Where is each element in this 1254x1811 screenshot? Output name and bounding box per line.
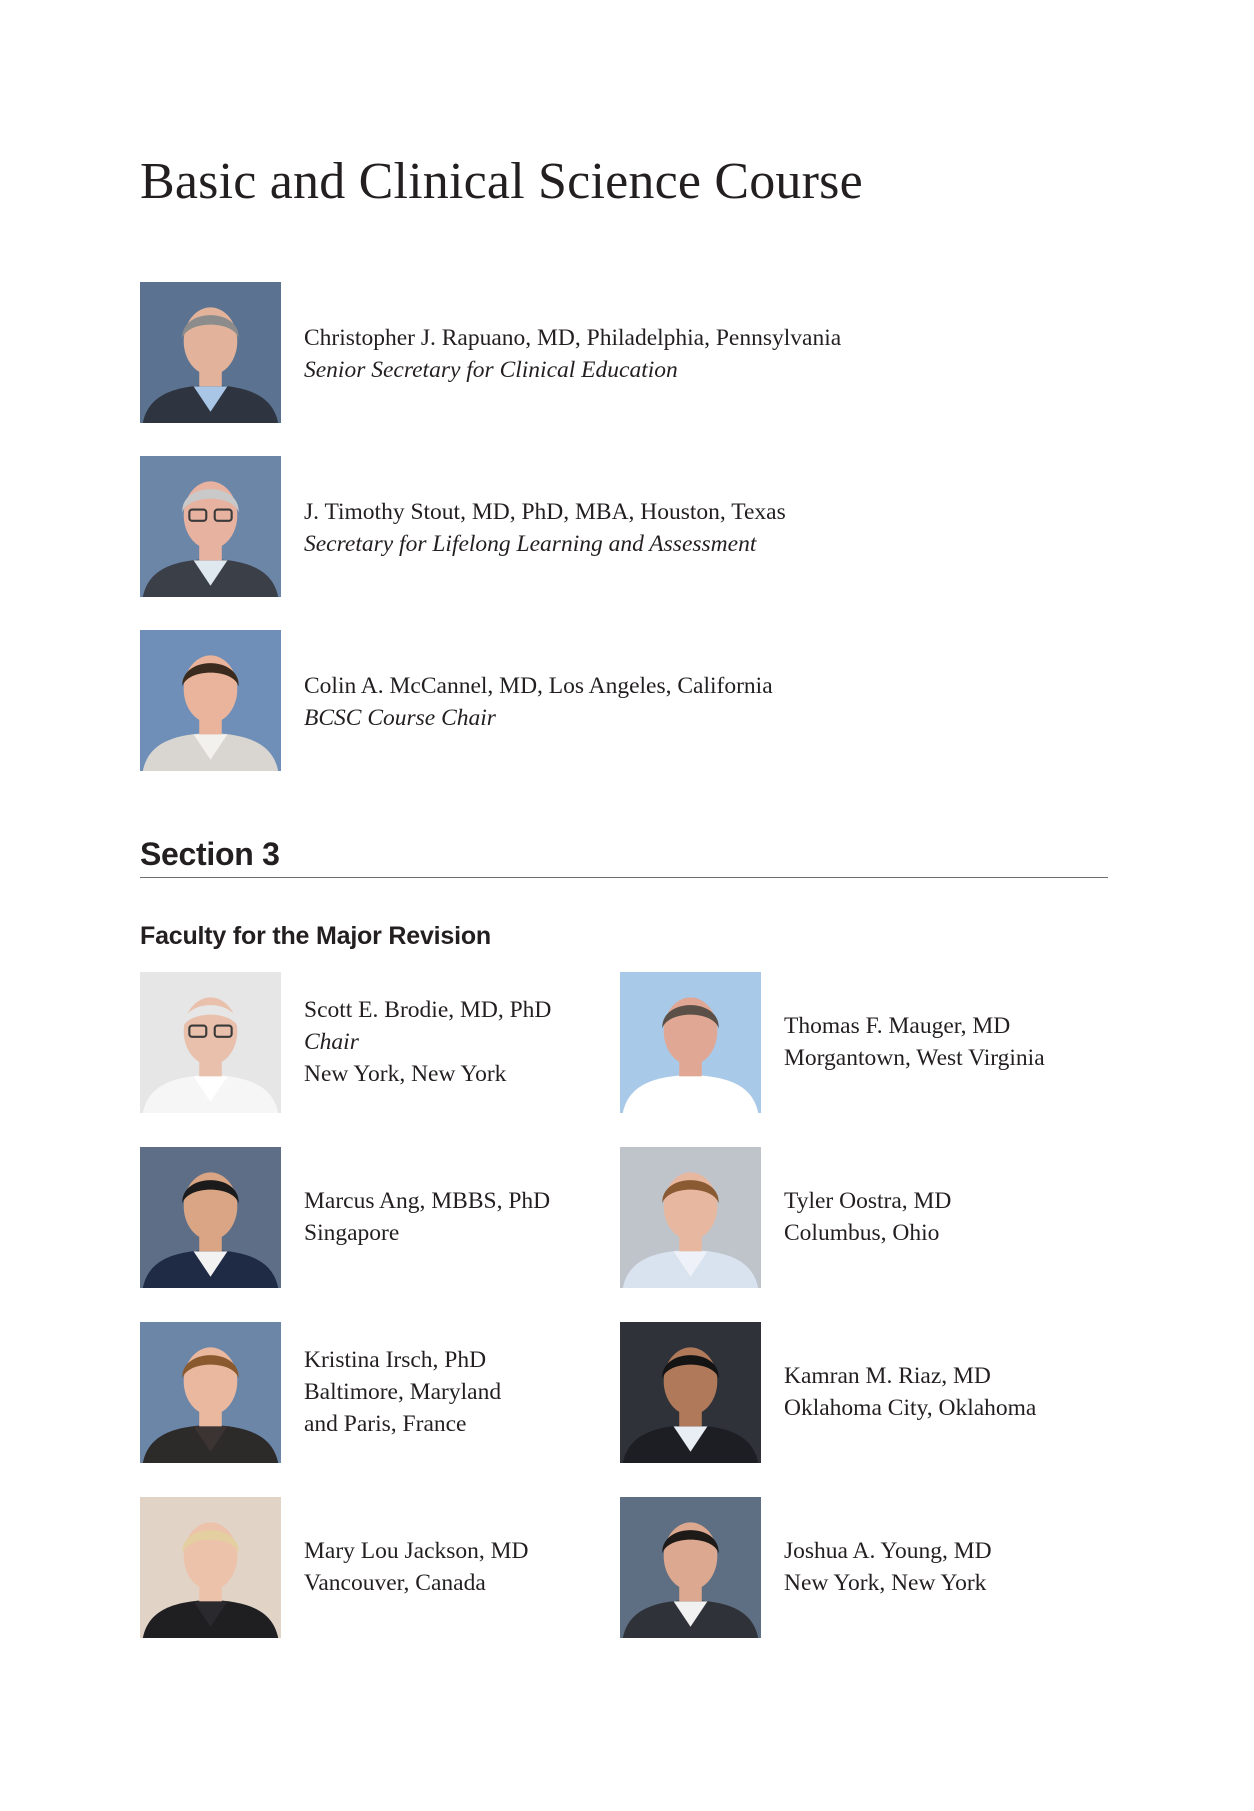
faculty-location: New York, New York <box>784 1570 987 1596</box>
faculty-entry <box>140 1497 620 1638</box>
faculty-name: Mary Lou Jackson, MD <box>304 1538 529 1564</box>
faculty-info <box>784 1360 1036 1424</box>
faculty-name: Joshua A. Young, MD <box>784 1538 992 1564</box>
leader-role: Senior Secretary for Clinical Education <box>304 357 678 383</box>
faculty-name: Thomas F. Mauger, MD <box>784 1013 1011 1039</box>
faculty-info <box>784 1535 992 1599</box>
leader-entry <box>140 630 1120 771</box>
faculty-location: Singapore <box>304 1220 400 1246</box>
faculty-location: Baltimore, Maryland <box>304 1379 502 1405</box>
portrait-photo <box>620 1147 761 1288</box>
faculty-name: Scott E. Brodie, MD, PhD <box>304 997 552 1023</box>
faculty-name: Tyler Oostra, MD <box>784 1188 952 1214</box>
faculty-location: Morgantown, West Virginia <box>784 1045 1045 1071</box>
portrait-photo <box>620 972 761 1113</box>
faculty-info <box>784 1010 1045 1074</box>
faculty-entry <box>620 1497 1100 1638</box>
faculty-entry <box>620 1147 1100 1288</box>
leader-role: BCSC Course Chair <box>304 705 496 731</box>
leader-info <box>304 670 773 734</box>
leader-info <box>304 496 786 560</box>
leader-name: Colin A. McCannel, MD, Los Angeles, California <box>304 673 773 699</box>
faculty-entry <box>140 1147 620 1288</box>
faculty-name: Kamran M. Riaz, MD <box>784 1363 991 1389</box>
portrait-photo <box>140 1147 281 1288</box>
leader-name: J. Timothy Stout, MD, PhD, MBA, Houston, Texas <box>304 499 786 525</box>
leader-entry <box>140 456 1120 597</box>
leader-info <box>304 322 841 386</box>
faculty-name: Marcus Ang, MBBS, PhD <box>304 1188 551 1214</box>
section-heading: Section 3 <box>140 836 280 872</box>
faculty-info <box>784 1185 951 1249</box>
faculty-info <box>304 994 551 1090</box>
faculty-location: Oklahoma City, Oklahoma <box>784 1395 1037 1421</box>
faculty-name: Kristina Irsch, PhD <box>304 1347 487 1373</box>
portrait-photo <box>140 282 281 423</box>
faculty-entry <box>140 972 620 1113</box>
faculty-location: Vancouver, Canada <box>304 1570 486 1596</box>
portrait-photo <box>140 972 281 1113</box>
page-title: Basic and Clinical Science Course <box>140 153 863 210</box>
faculty-info <box>304 1535 529 1599</box>
faculty-entry <box>140 1322 620 1463</box>
portrait-photo <box>620 1497 761 1638</box>
portrait-photo <box>140 1497 281 1638</box>
leader-name: Christopher J. Rapuano, MD, Philadelphia, Pennsylvania <box>304 325 842 351</box>
faculty-entry <box>620 1322 1100 1463</box>
portrait-photo <box>140 1322 281 1463</box>
leader-role: Secretary for Lifelong Learning and Assessment <box>304 531 757 557</box>
faculty-location: and Paris, France <box>304 1411 467 1437</box>
faculty-entry <box>620 972 1100 1113</box>
faculty-info <box>304 1344 501 1440</box>
faculty-location: New York, New York <box>304 1061 507 1087</box>
section-divider <box>140 877 1108 878</box>
faculty-location: Columbus, Ohio <box>784 1220 940 1246</box>
portrait-photo <box>140 630 281 771</box>
faculty-role: Chair <box>304 1029 359 1055</box>
portrait-photo <box>140 456 281 597</box>
portrait-photo <box>620 1322 761 1463</box>
leader-entry <box>140 282 1120 423</box>
faculty-subheading: Faculty for the Major Revision <box>140 922 492 950</box>
faculty-info <box>304 1185 550 1249</box>
